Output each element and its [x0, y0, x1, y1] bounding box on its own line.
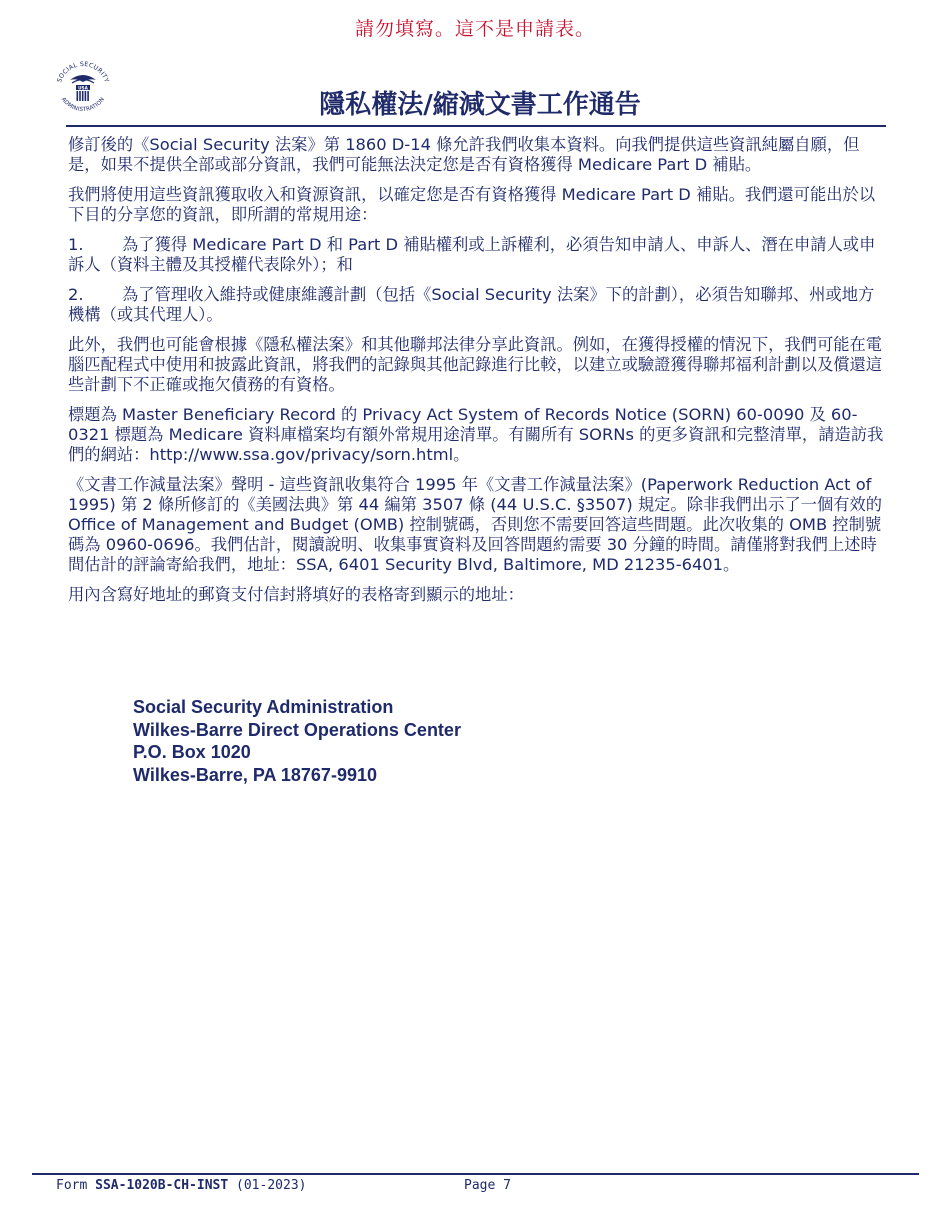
form-label: Form	[56, 1178, 96, 1193]
page-title: 隱私權法/縮減文書工作通告	[319, 90, 641, 120]
form-date: (01-2023)	[228, 1178, 307, 1193]
logo-text-bottom: ADMINISTRATION	[59, 96, 107, 114]
list-item	[68, 235, 886, 275]
paragraph-mailing-instructions: 用內含寫好地址的郵資支付信封將填好的表格寄到顯示的地址：	[68, 585, 524, 604]
list-item-number: 2.	[68, 285, 84, 304]
footer-divider	[32, 1173, 919, 1175]
ssa-seal-logo	[52, 56, 114, 118]
address-line-3: P.O. Box 1020	[133, 742, 251, 762]
list-item-text: 為了管理收入維持或健康維護計劃（包括《Social Security 法案》下的計劃），必須告知聯邦、州或地方機構（或其代理人）。	[68, 285, 875, 324]
list-item-number: 1.	[68, 235, 84, 254]
paragraph-paperwork-reduction: 《文書工作減量法案》聲明 - 這些資訊收集符合 1995 年《文書工作減量法案》(Paperwork Reduction Act of 1995) 第 2 條所修訂的《美國法典》第 44 編第 3507 條 (44 U.S.C. §3507) 規定。除非我們出示了一個有效的 Office of Management and Budget (OMB) 控制號碼，否則您不需要回答這些問題。此次收集的 OMB 控制號碼為 0960-0696。我們估計，閱讀說明、收集事實資料及回答問題約需要 30 分鐘的時間。請僅將對我們上述時間估計的評論寄給我們，地址：SSA, 6401 Security Blvd, Baltimore, MD 21235-6401。	[68, 475, 883, 574]
address-line-2: Wilkes-Barre Direct Operations Center	[133, 719, 461, 740]
notice-body	[68, 135, 886, 615]
list-item-text: 為了獲得 Medicare Part D 和 Part D 補貼權利或上訴權利，必須告知申請人、申訴人、潛在申請人或申訴人（資料主體及其授權代表除外）；和	[68, 235, 876, 274]
paragraph-sorn: 標題為 Master Beneficiary Record 的 Privacy Act System of Records Notice (SORN) 60-0090 及 60-0321 標題為 Medicare 資料庫檔案均有額外常規用途清單。有關所有 SORNs 的更多資訊和完整清單，請造訪我們的網站：http://www.ssa.gov/privacy/sorn.html。	[68, 405, 884, 464]
address-line-4: Wilkes-Barre, PA 18767-9910	[133, 764, 377, 785]
mailing-address	[133, 696, 461, 786]
logo-text-center: USA	[78, 85, 88, 91]
list-item	[68, 285, 886, 325]
page-number: Page 7	[464, 1178, 511, 1193]
form-id: SSA-1020B-CH-INST	[95, 1178, 229, 1193]
address-line-1: Social Security Administration	[133, 697, 394, 717]
paragraph-privacy-act-sharing: 此外，我們也可能會根據《隱私權法案》和其他聯邦法律分享此資訊。例如，在獲得授權的情況下，我們可能在電腦匹配程式中使用和披露此資訊，將我們的記錄與其他記錄進行比較，以建立或驗證獲得聯邦福利計劃以及償還這些計劃下不正確或拖欠債務的有資格。	[68, 335, 883, 394]
paragraph-routine-uses: 我們將使用這些資訊獲取收入和資源資訊，以確定您是否有資格獲得 Medicare Part D 補貼。我們還可能出於以下目的分享您的資訊，即所謂的常規用途：	[68, 185, 876, 224]
logo-text-top: SOCIAL SECURITY	[56, 60, 110, 84]
page-footer	[56, 1178, 511, 1193]
title-divider	[66, 125, 886, 127]
paragraph-authority: 修訂後的《Social Security 法案》第 1860 D-14 條允許我們收集本資料。向我們提供這些資訊純屬自願，但是，如果不提供全部或部分資訊，我們可能無法決定您是否有資格獲得 Medicare Part D 補貼。	[68, 135, 860, 174]
do-not-fill-warning: 請勿填寫。這不是申請表。	[354, 18, 595, 40]
